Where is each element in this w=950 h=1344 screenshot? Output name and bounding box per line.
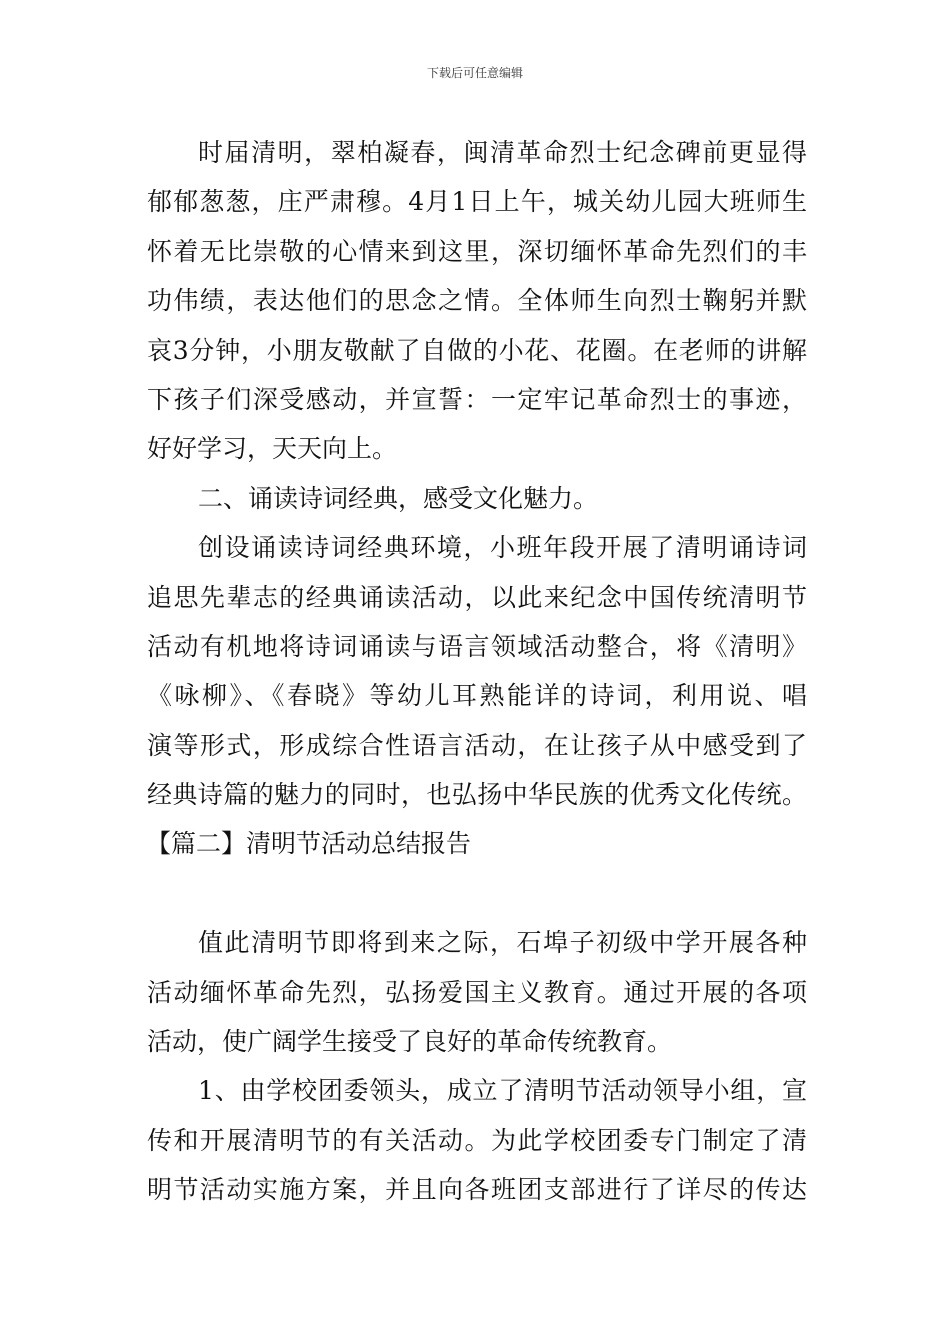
blank-line (147, 869, 807, 918)
text-line: 创设诵读诗词经典环境，小班年段开展了清明诵诗词 (198, 533, 807, 563)
text-line: 时届清明，翠柏凝春，闽清革命烈士纪念碑前更显得 (198, 138, 807, 167)
text-line: 演等形式，形成综合性语言活动，在让孩子从中感受到了 (147, 730, 807, 760)
text-line: 传和开展清明节的有关活动。为此学校团委专门制定了清 (147, 1125, 807, 1155)
text-line: 追思先辈志的经典诵读活动，以此来纪念中国传统清明节 (147, 582, 807, 612)
document-body (147, 128, 807, 1215)
text-line: 《咏柳》、《春晓》等幼儿耳熟能详的诗词，利用说、唱 (147, 681, 807, 711)
text-line: 哀3分钟，小朋友敬献了自做的小花、花圈。在老师的讲解 (147, 335, 807, 365)
paragraph-memorial (147, 128, 807, 474)
text-line: 活动，使广阔学生接受了良好的革命传统教育。 (147, 1027, 673, 1057)
text-line: 下孩子们深受感动，并宣誓：一定牢记革命烈士的事迹， (147, 384, 807, 414)
text-line: 功伟绩，表达他们的思念之情。全体师生向烈士鞠躬并默 (147, 286, 807, 316)
text-line: 好好学习，天天向上。 (147, 434, 398, 464)
paragraph-intro (147, 918, 807, 1066)
text-line: 怀着无比崇敬的心情来到这里，深切缅怀革命先烈们的丰 (147, 236, 807, 266)
paragraph-poetry (147, 523, 807, 819)
text-line: 活动缅怀革命先烈，弘扬爱国主义教育。通过开展的各项 (147, 977, 807, 1007)
text-line: 经典诗篇的魅力的同时，也弘扬中华民族的优秀文化传统。 (147, 780, 807, 810)
page-header: 下载后可任意编辑 (426, 66, 523, 80)
section-heading: 二、诵读诗词经典，感受文化魅力。 (198, 483, 599, 513)
paragraph-item-1 (147, 1066, 807, 1214)
text-line: 活动有机地将诗词诵读与语言领域活动整合，将《清明》 (147, 631, 807, 661)
text-line: 郁郁葱葱，庄严肃穆。4月1日上午，城关幼儿园大班师生 (147, 187, 807, 217)
text-line: 值此清明节即将到来之际，石埠子初级中学开展各种 (198, 928, 807, 958)
text-line: 明节活动实施方案，并且向各班团支部进行了详尽的传达 (147, 1175, 807, 1205)
text-line: 1、由学校团委领头，成立了清明节活动领导小组，宣 (198, 1076, 807, 1106)
article-title: 【篇二】清明节活动总结报告 (146, 829, 472, 859)
